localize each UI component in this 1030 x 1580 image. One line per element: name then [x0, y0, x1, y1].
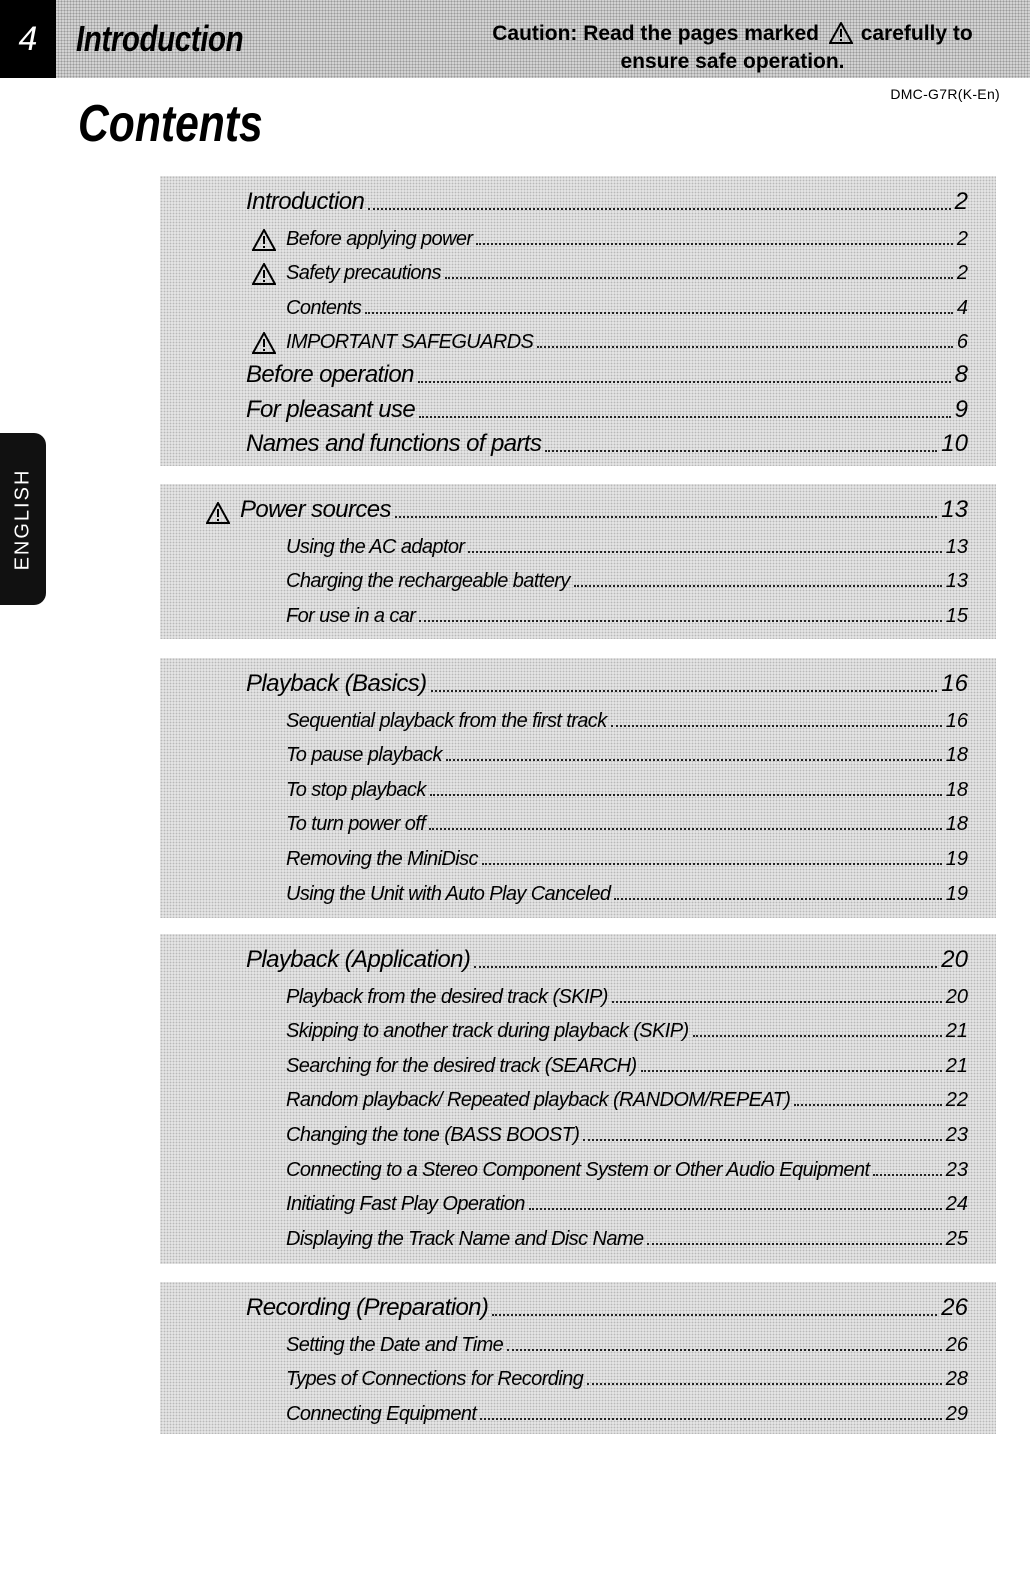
- toc-entry-page: 28: [945, 1368, 968, 1391]
- toc-entry[interactable]: [246, 940, 968, 974]
- toc-entry-text: Connecting to a Stereo Component System or Other Audio Equipment: [286, 1158, 870, 1181]
- toc-entry-label: [286, 1334, 503, 1357]
- toc-entry-text: Before applying power: [286, 227, 473, 250]
- toc-entry-text: Introduction: [246, 188, 365, 215]
- toc-entry-text: Searching for the desired track (SEARCH): [286, 1054, 637, 1077]
- toc-entry[interactable]: [286, 1323, 968, 1357]
- toc-entry-label: [286, 297, 361, 320]
- toc-entry-label: [246, 396, 415, 424]
- toc-entry[interactable]: [286, 525, 968, 559]
- dot-leader: [647, 1243, 941, 1245]
- toc-entry[interactable]: [286, 733, 968, 767]
- toc-entry-page: 16: [945, 709, 968, 732]
- toc-entry[interactable]: [286, 1148, 968, 1182]
- toc-entry-page: 19: [945, 882, 968, 905]
- toc-entry-label: [286, 848, 478, 871]
- toc-entry-text: Removing the MiniDisc: [286, 848, 478, 870]
- toc-entry[interactable]: [286, 699, 968, 733]
- dot-leader: [873, 1174, 941, 1176]
- toc-entry-page: 20: [941, 946, 968, 973]
- toc-entry-label: [286, 986, 608, 1009]
- toc-entry-page: 21: [945, 1054, 968, 1077]
- toc-entry-label: [246, 361, 414, 389]
- toc-entry-page: 18: [945, 813, 968, 836]
- warning-triangle-icon: [252, 332, 276, 354]
- toc-entry-text: IMPORTANT SAFEGUARDS: [286, 331, 534, 354]
- toc-entry-page: 16: [941, 670, 968, 697]
- toc-entry-page: 23: [945, 1124, 968, 1146]
- toc-entry-label: [286, 1159, 869, 1182]
- toc-entry[interactable]: [286, 975, 968, 1009]
- toc-entry-page: 6: [956, 331, 968, 354]
- toc-group: [160, 484, 996, 639]
- toc-entry-label: [286, 883, 610, 906]
- dot-leader: [476, 243, 952, 245]
- toc-entry-page: 21: [945, 1020, 968, 1043]
- toc-entry-text: Initiating Fast Play Operation: [286, 1193, 525, 1216]
- toc-entry-label: [252, 331, 533, 354]
- toc-entry-text: For use in a car: [286, 604, 416, 627]
- page-number: 4: [0, 0, 56, 78]
- dot-leader: [395, 516, 937, 518]
- toc-group: [160, 934, 996, 1264]
- toc-entry-label: [252, 228, 472, 251]
- toc-entry[interactable]: [246, 390, 968, 424]
- toc-entry-page: 13: [945, 535, 968, 558]
- dot-leader: [614, 898, 941, 900]
- toc-entry-label: [246, 188, 364, 216]
- toc-entry-label: [286, 744, 442, 767]
- section-title: Introduction: [76, 18, 244, 59]
- toc-entry-text: To turn power off: [286, 813, 426, 836]
- dot-leader: [482, 863, 942, 865]
- toc-entry[interactable]: [286, 1078, 968, 1112]
- dot-leader: [429, 828, 942, 830]
- toc-entry-label: [246, 1294, 488, 1322]
- toc-entry-page: 19: [945, 848, 968, 870]
- toc-entry-label: [286, 1368, 583, 1391]
- toc-entry-text: Setting the Date and Time: [286, 1333, 504, 1356]
- toc-entry[interactable]: [246, 1288, 968, 1322]
- toc-entry-label: [286, 813, 425, 836]
- toc-entry-page: 15: [945, 604, 968, 627]
- toc-entry-text: Connecting Equipment: [286, 1402, 477, 1425]
- toc-entry-text: Skipping to another track during playback (SKIP): [286, 1020, 689, 1043]
- toc-entry-text: To stop playback: [286, 778, 426, 801]
- toc-entry[interactable]: [252, 217, 968, 251]
- toc-entry-page: 20: [945, 985, 968, 1008]
- toc-entry-text: Changing the tone (BASS BOOST): [286, 1124, 580, 1146]
- toc-entry-text: Playback from the desired track (SKIP): [286, 985, 608, 1008]
- warning-triangle-icon: [829, 22, 851, 42]
- toc-entry[interactable]: [246, 424, 968, 458]
- toc-entry[interactable]: [286, 837, 968, 871]
- toc-entry[interactable]: [252, 251, 968, 285]
- toc-entry-label: [286, 1403, 476, 1426]
- toc-entry-page: 18: [945, 744, 968, 767]
- toc-entry-page: 22: [945, 1089, 968, 1112]
- language-tab-label: ENGLISH: [11, 468, 34, 570]
- toc-entry-text: Safety precautions: [286, 262, 441, 285]
- dot-leader: [480, 1418, 941, 1420]
- dot-leader: [587, 1383, 942, 1385]
- dot-leader: [583, 1139, 941, 1141]
- dot-leader: [545, 450, 937, 452]
- toc-entry-page: 26: [941, 1294, 968, 1321]
- language-tab: [0, 433, 46, 605]
- toc-entry-text: Using the Unit with Auto Play Canceled: [286, 882, 611, 905]
- page-header: [0, 0, 1030, 78]
- toc-entry[interactable]: [252, 320, 968, 354]
- toc-entry[interactable]: [286, 872, 968, 906]
- toc-group: [160, 1282, 996, 1434]
- toc-entry[interactable]: [286, 768, 968, 802]
- toc-entry-page: 2: [956, 262, 968, 285]
- toc-entry[interactable]: [286, 286, 968, 320]
- dot-leader: [574, 585, 942, 587]
- toc-entry-page: 25: [945, 1227, 968, 1250]
- toc-entry[interactable]: [246, 182, 968, 216]
- warning-triangle-icon: [252, 263, 276, 285]
- toc-entry-label: [286, 536, 464, 559]
- toc-entry-label: [252, 262, 441, 285]
- toc-entry-page: 29: [945, 1402, 968, 1425]
- toc-entry-page: 13: [945, 570, 968, 593]
- caution-notice: [440, 20, 1025, 76]
- toc-entry-label: [286, 710, 607, 733]
- dot-leader: [365, 312, 953, 314]
- toc-entry-text: Using the AC adaptor: [286, 535, 465, 558]
- toc-entry[interactable]: [286, 1392, 968, 1426]
- toc-entry-text: To pause playback: [286, 744, 442, 767]
- dot-leader: [611, 725, 942, 727]
- toc-entry-page: 18: [945, 778, 968, 801]
- toc-entry[interactable]: [206, 490, 968, 524]
- dot-leader: [431, 690, 938, 692]
- dot-leader: [492, 1314, 937, 1316]
- toc-entry-page: 8: [954, 361, 968, 388]
- toc-entry-text: Contents: [286, 296, 362, 319]
- toc-entry-page: 13: [941, 496, 968, 523]
- toc-entry-page: 2: [956, 227, 968, 250]
- toc-entry-label: [286, 1228, 643, 1251]
- dot-leader: [794, 1104, 941, 1106]
- toc-entry-text: Before operation: [246, 361, 414, 388]
- toc-entry-label: [286, 779, 426, 802]
- toc-group: [160, 658, 996, 918]
- caution-text-start: Caution: Read the pages marked: [492, 22, 819, 45]
- toc-entry[interactable]: [286, 1009, 968, 1043]
- toc-entry-text: Sequential playback from the first track: [286, 709, 607, 732]
- toc-entry-page: 4: [956, 296, 968, 319]
- toc-entry[interactable]: [286, 802, 968, 836]
- toc-entry[interactable]: [246, 355, 968, 389]
- toc-entry[interactable]: [286, 1044, 968, 1078]
- dot-leader: [446, 759, 942, 761]
- toc-entry-page: 24: [945, 1193, 968, 1216]
- dot-leader: [368, 208, 950, 210]
- dot-leader: [641, 1070, 942, 1072]
- toc-entry-label: [246, 946, 470, 974]
- toc-entry-text: Charging the rechargeable battery: [286, 570, 570, 593]
- dot-leader: [693, 1035, 942, 1037]
- toc-entry[interactable]: [286, 1113, 968, 1147]
- toc-entry-page: 10: [941, 430, 968, 458]
- toc-entry-label: [286, 605, 415, 628]
- caution-text-mid: carefully to: [860, 22, 973, 45]
- toc-entry-text: Power sources: [240, 496, 391, 523]
- toc-entry-text: Playback (Application): [246, 946, 471, 973]
- toc-entry-page: 2: [954, 188, 968, 215]
- toc-entry[interactable]: [286, 594, 968, 628]
- dot-leader: [468, 551, 941, 553]
- dot-leader: [419, 620, 941, 622]
- toc-entry-page: 9: [954, 395, 968, 423]
- dot-leader: [418, 381, 951, 383]
- toc-entry-label: [246, 670, 427, 698]
- page-title: Contents: [78, 95, 263, 153]
- toc-entry-label: [206, 496, 391, 524]
- toc-entry-text: Displaying the Track Name and Disc Name: [286, 1227, 644, 1250]
- dot-leader: [507, 1349, 942, 1351]
- toc-entry-label: [286, 1089, 790, 1112]
- toc-entry-text: Random playback/ Repeated playback (RANDOM/REPEAT): [286, 1089, 791, 1112]
- toc-entry-page: 23: [945, 1158, 968, 1181]
- toc-entry-label: [286, 1055, 637, 1078]
- toc-entry-label: [246, 430, 541, 458]
- dot-leader: [430, 794, 942, 796]
- toc-entry-label: [286, 1193, 525, 1216]
- toc-entry-text: Names and functions of parts: [246, 430, 542, 458]
- dot-leader: [474, 966, 937, 968]
- toc-entry-text: Recording (Preparation): [246, 1294, 489, 1321]
- toc-entry[interactable]: [246, 664, 968, 698]
- toc-entry-label: [286, 1124, 579, 1147]
- toc-entry-text: For pleasant use: [246, 395, 416, 423]
- dot-leader: [445, 277, 953, 279]
- toc-entry-label: [286, 570, 570, 593]
- toc-entry[interactable]: [286, 559, 968, 593]
- warning-triangle-icon: [206, 502, 230, 524]
- toc-group: [160, 176, 996, 466]
- dot-leader: [529, 1208, 942, 1210]
- dot-leader: [612, 1001, 942, 1003]
- model-number: DMC-G7R(K-En): [890, 86, 1000, 102]
- toc-entry[interactable]: [286, 1217, 968, 1251]
- warning-triangle-icon: [252, 229, 276, 251]
- toc-entry-label: [286, 1020, 689, 1043]
- caution-text-end: ensure safe operation.: [620, 50, 845, 73]
- dot-leader: [419, 416, 950, 418]
- toc-entry-page: 26: [945, 1333, 968, 1356]
- toc-entry[interactable]: [286, 1182, 968, 1216]
- toc-entry[interactable]: [286, 1357, 968, 1391]
- toc-entry-text: Types of Connections for Recording: [286, 1368, 584, 1391]
- toc-entry-text: Playback (Basics): [246, 670, 427, 697]
- dot-leader: [537, 346, 953, 348]
